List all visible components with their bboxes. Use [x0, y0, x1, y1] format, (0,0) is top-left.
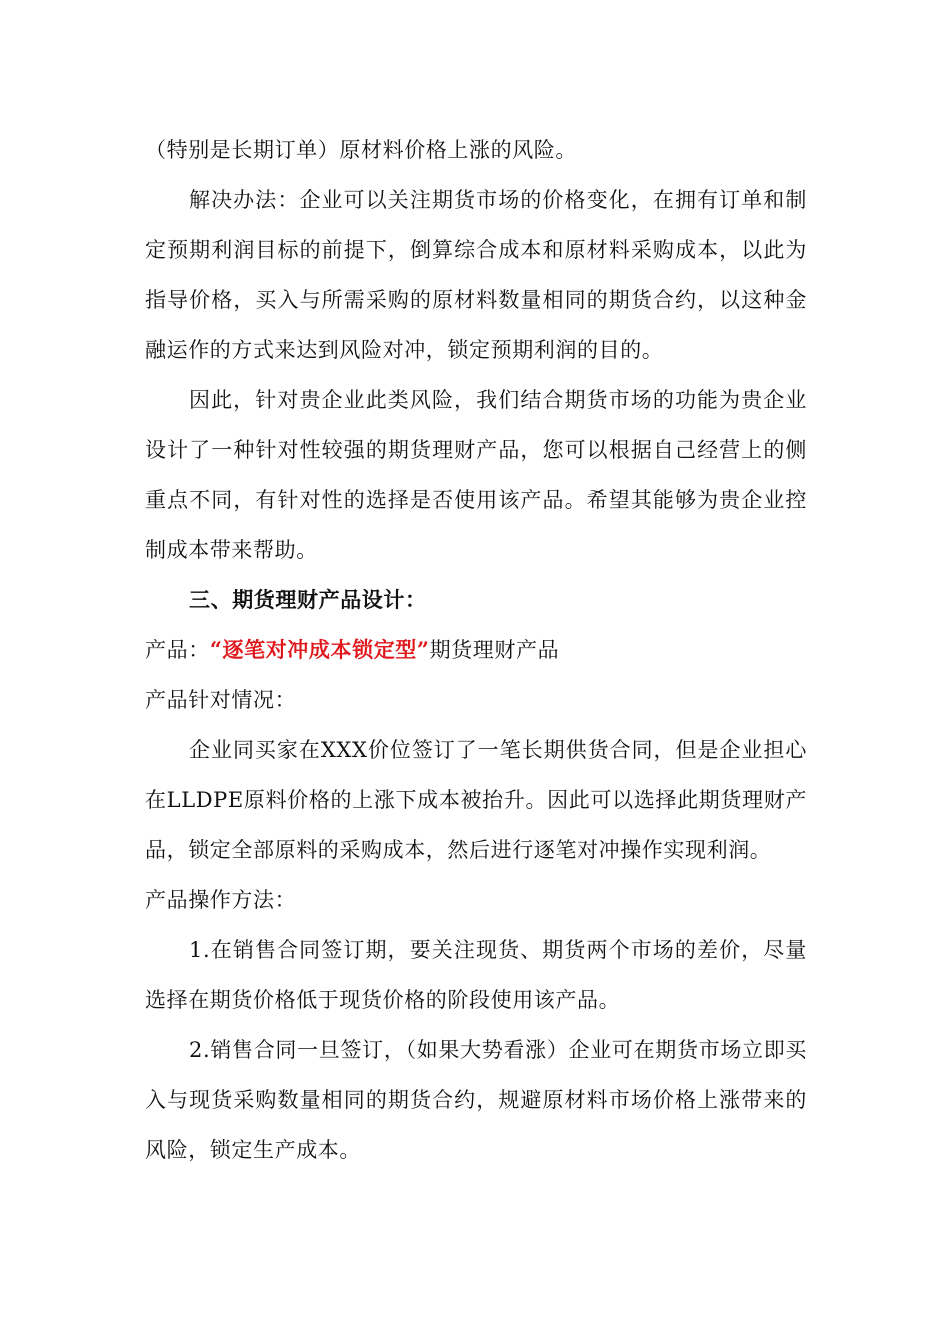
- product-label: 产品：: [145, 638, 210, 662]
- paragraph-risk-continuation: （特别是长期订单）原材料价格上涨的风险。: [145, 138, 577, 162]
- section-heading: 三、期货理财产品设计：: [189, 587, 427, 612]
- method-step-1: 1.在销售合同签订期，要关注现货、期货两个市场的差价，尽量选择在期货价格低于现货价格的阶段使用该产品。: [145, 938, 807, 1012]
- situation-text: 企业同买家在XXX价位签订了一笔长期供货合同，但是企业担心在LLDPE原料价格的上涨下成本被抬升。因此可以选择此期货理财产品，锁定全部原料的采购成本，然后进行逐笔对冲操作实现利润。: [145, 738, 807, 862]
- product-suffix: 期货理财产品: [429, 638, 560, 662]
- situation-label: 产品针对情况：: [145, 688, 297, 712]
- product-name: “逐笔对冲成本锁定型”: [209, 637, 430, 662]
- paragraph-therefore: 因此，针对贵企业此类风险，我们结合期货市场的功能为贵企业设计了一种针对性较强的期货理财产品，您可以根据自己经营上的侧重点不同，有针对性的选择是否使用该产品。希望其能够为贵企业控制成本带来帮助。: [145, 388, 807, 562]
- product-line: [145, 625, 807, 675]
- paragraph-solution: 解决办法：企业可以关注期货市场的价格变化，在拥有订单和制定预期利润目标的前提下，倒算综合成本和原材料采购成本，以此为指导价格，买入与所需采购的原材料数量相同的期货合约，以这种金融运作的方式来达到风险对冲，锁定预期利润的目的。: [145, 188, 807, 362]
- method-label: 产品操作方法：: [145, 888, 297, 912]
- document-body: [145, 125, 807, 1175]
- method-step-2: 2.销售合同一旦签订，（如果大势看涨）企业可在期货市场立即买入与现货采购数量相同的期货合约，规避原材料市场价格上涨带来的风险，锁定生产成本。: [145, 1038, 807, 1162]
